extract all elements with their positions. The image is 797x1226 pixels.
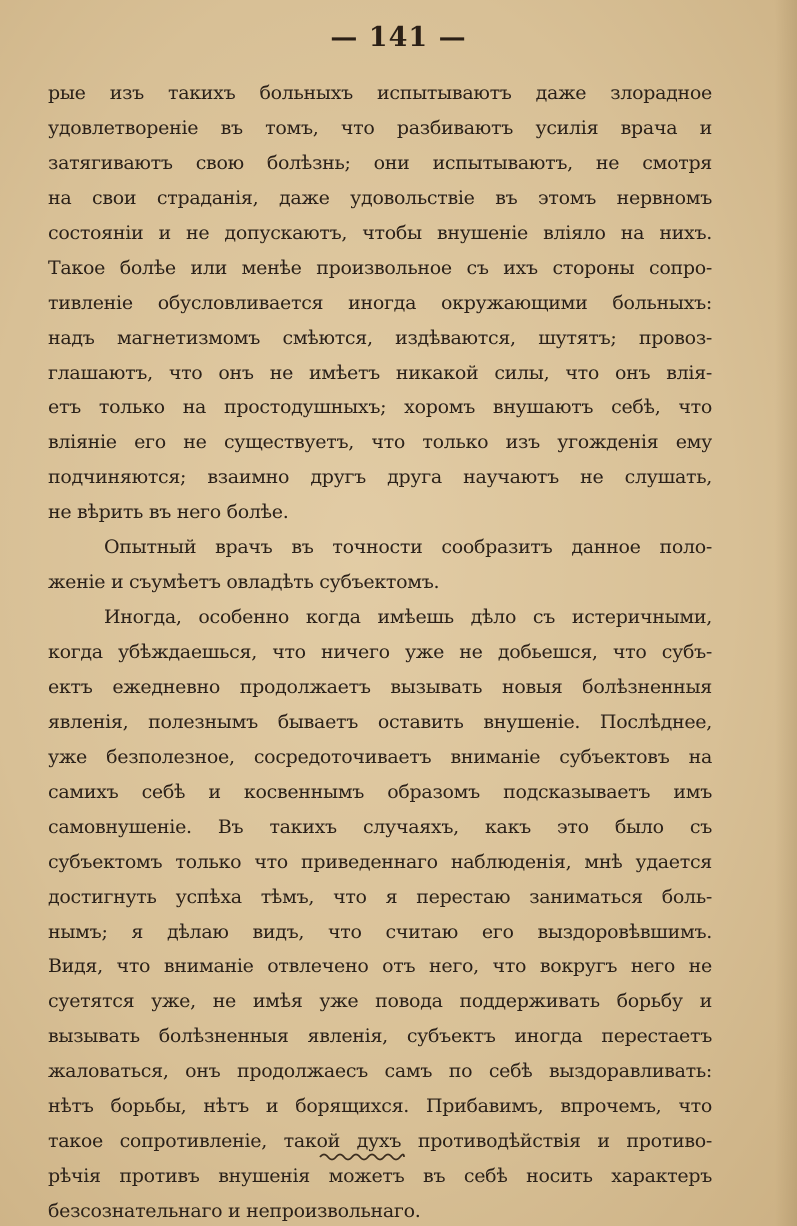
wavy-rule-ornament <box>318 1150 406 1164</box>
text-line: рѣчія противъ внушенія можетъ въ себѣ носить характеръ <box>48 1165 712 1188</box>
text-line: нѣтъ борьбы, нѣтъ и борящихся. Прибавимъ, впрочемъ, что <box>48 1095 712 1118</box>
text-line: рые изъ такихъ больныхъ испытываютъ даже злорадное <box>48 82 712 104</box>
text-line: етъ только на простодушныхъ; хоромъ внушаютъ себѣ, что <box>48 396 712 419</box>
text-line: удовлетвореніе въ томъ, что разбиваютъ усилія врача и <box>48 116 712 139</box>
text-line: женіе и съумѣетъ овладѣть субъектомъ. <box>48 571 440 594</box>
text-line: не вѣрить въ него болѣе. <box>48 501 289 524</box>
text-line: самовнушеніе. Въ такихъ случаяхъ, какъ это было съ <box>48 815 712 838</box>
text-line: такое сопротивленіе, такой духъ противодѣйствія и противо- <box>48 1130 712 1153</box>
text-line: суетятся уже, не имѣя уже повода поддерживать борьбу и <box>48 990 712 1013</box>
text-line: вызывать болѣзненныя явленія, субъектъ иногда перестаетъ <box>48 1025 712 1048</box>
text-line: состояніи и не допускаютъ, чтобы внушеніе вліяло на нихъ. <box>48 221 712 244</box>
paragraph-first-line: Опытный врачъ въ точности сообразитъ данное поло- <box>104 536 712 559</box>
text-line: явленія, полезнымъ бываетъ оставить внушеніе. Послѣднее, <box>48 710 712 733</box>
text-line: глашаютъ, что онъ не имѣетъ никакой силы, что онъ влія- <box>48 361 712 384</box>
text-line: тивленіе обусловливается иногда окружающими больныхъ: <box>48 291 712 314</box>
text-line: Видя, что вниманіе отвлечено отъ него, что вокругъ него не <box>48 955 712 978</box>
text-line: когда убѣждаешься, что ничего уже не добьешся, что субъ- <box>48 641 712 663</box>
text-line: на свои страданія, даже удовольствіе въ этомъ нервномъ <box>48 186 712 209</box>
text-line: субъектомъ только что приведеннаго наблюденія, мнѣ удается <box>48 850 712 873</box>
text-line: уже безполезное, сосредоточиваетъ вниманіе субъектовъ на <box>48 745 712 768</box>
text-line: достигнуть успѣха тѣмъ, что я перестаю заниматься боль- <box>48 885 712 908</box>
page-number: — 141 — <box>330 22 467 53</box>
text-line: нымъ; я дѣлаю видъ, что считаю его выздоровѣвшимъ. <box>48 920 712 943</box>
text-line: безсознательнаго и непроизвольнаго. <box>48 1200 421 1222</box>
body-text <box>48 76 712 1226</box>
text-line: затягиваютъ свою болѣзнь; они испытываютъ, не смотря <box>48 151 712 174</box>
text-line: ектъ ежедневно продолжаетъ вызывать новыя болѣзненныя <box>48 675 712 698</box>
page-edge-shadow <box>775 0 797 1226</box>
text-line: подчиняются; взаимно другъ друга научаютъ не слушать, <box>48 466 712 489</box>
paragraph-first-line: Иногда, особенно когда имѣешь дѣло съ истеричными, <box>104 606 712 629</box>
text-line: жаловаться, онъ продолжаесъ самъ по себѣ выздоравливать: <box>48 1060 712 1083</box>
text-line: вліяніе его не существуетъ, что только изъ угожденія ему <box>48 431 712 454</box>
text-line: Такое болѣе или менѣе произвольное съ ихъ стороны сопро- <box>48 256 712 279</box>
text-line: самихъ себѣ и косвеннымъ образомъ подсказываетъ имъ <box>48 780 712 803</box>
text-line: надъ магнетизмомъ смѣются, издѣваются, шутятъ; провоз- <box>48 326 712 349</box>
